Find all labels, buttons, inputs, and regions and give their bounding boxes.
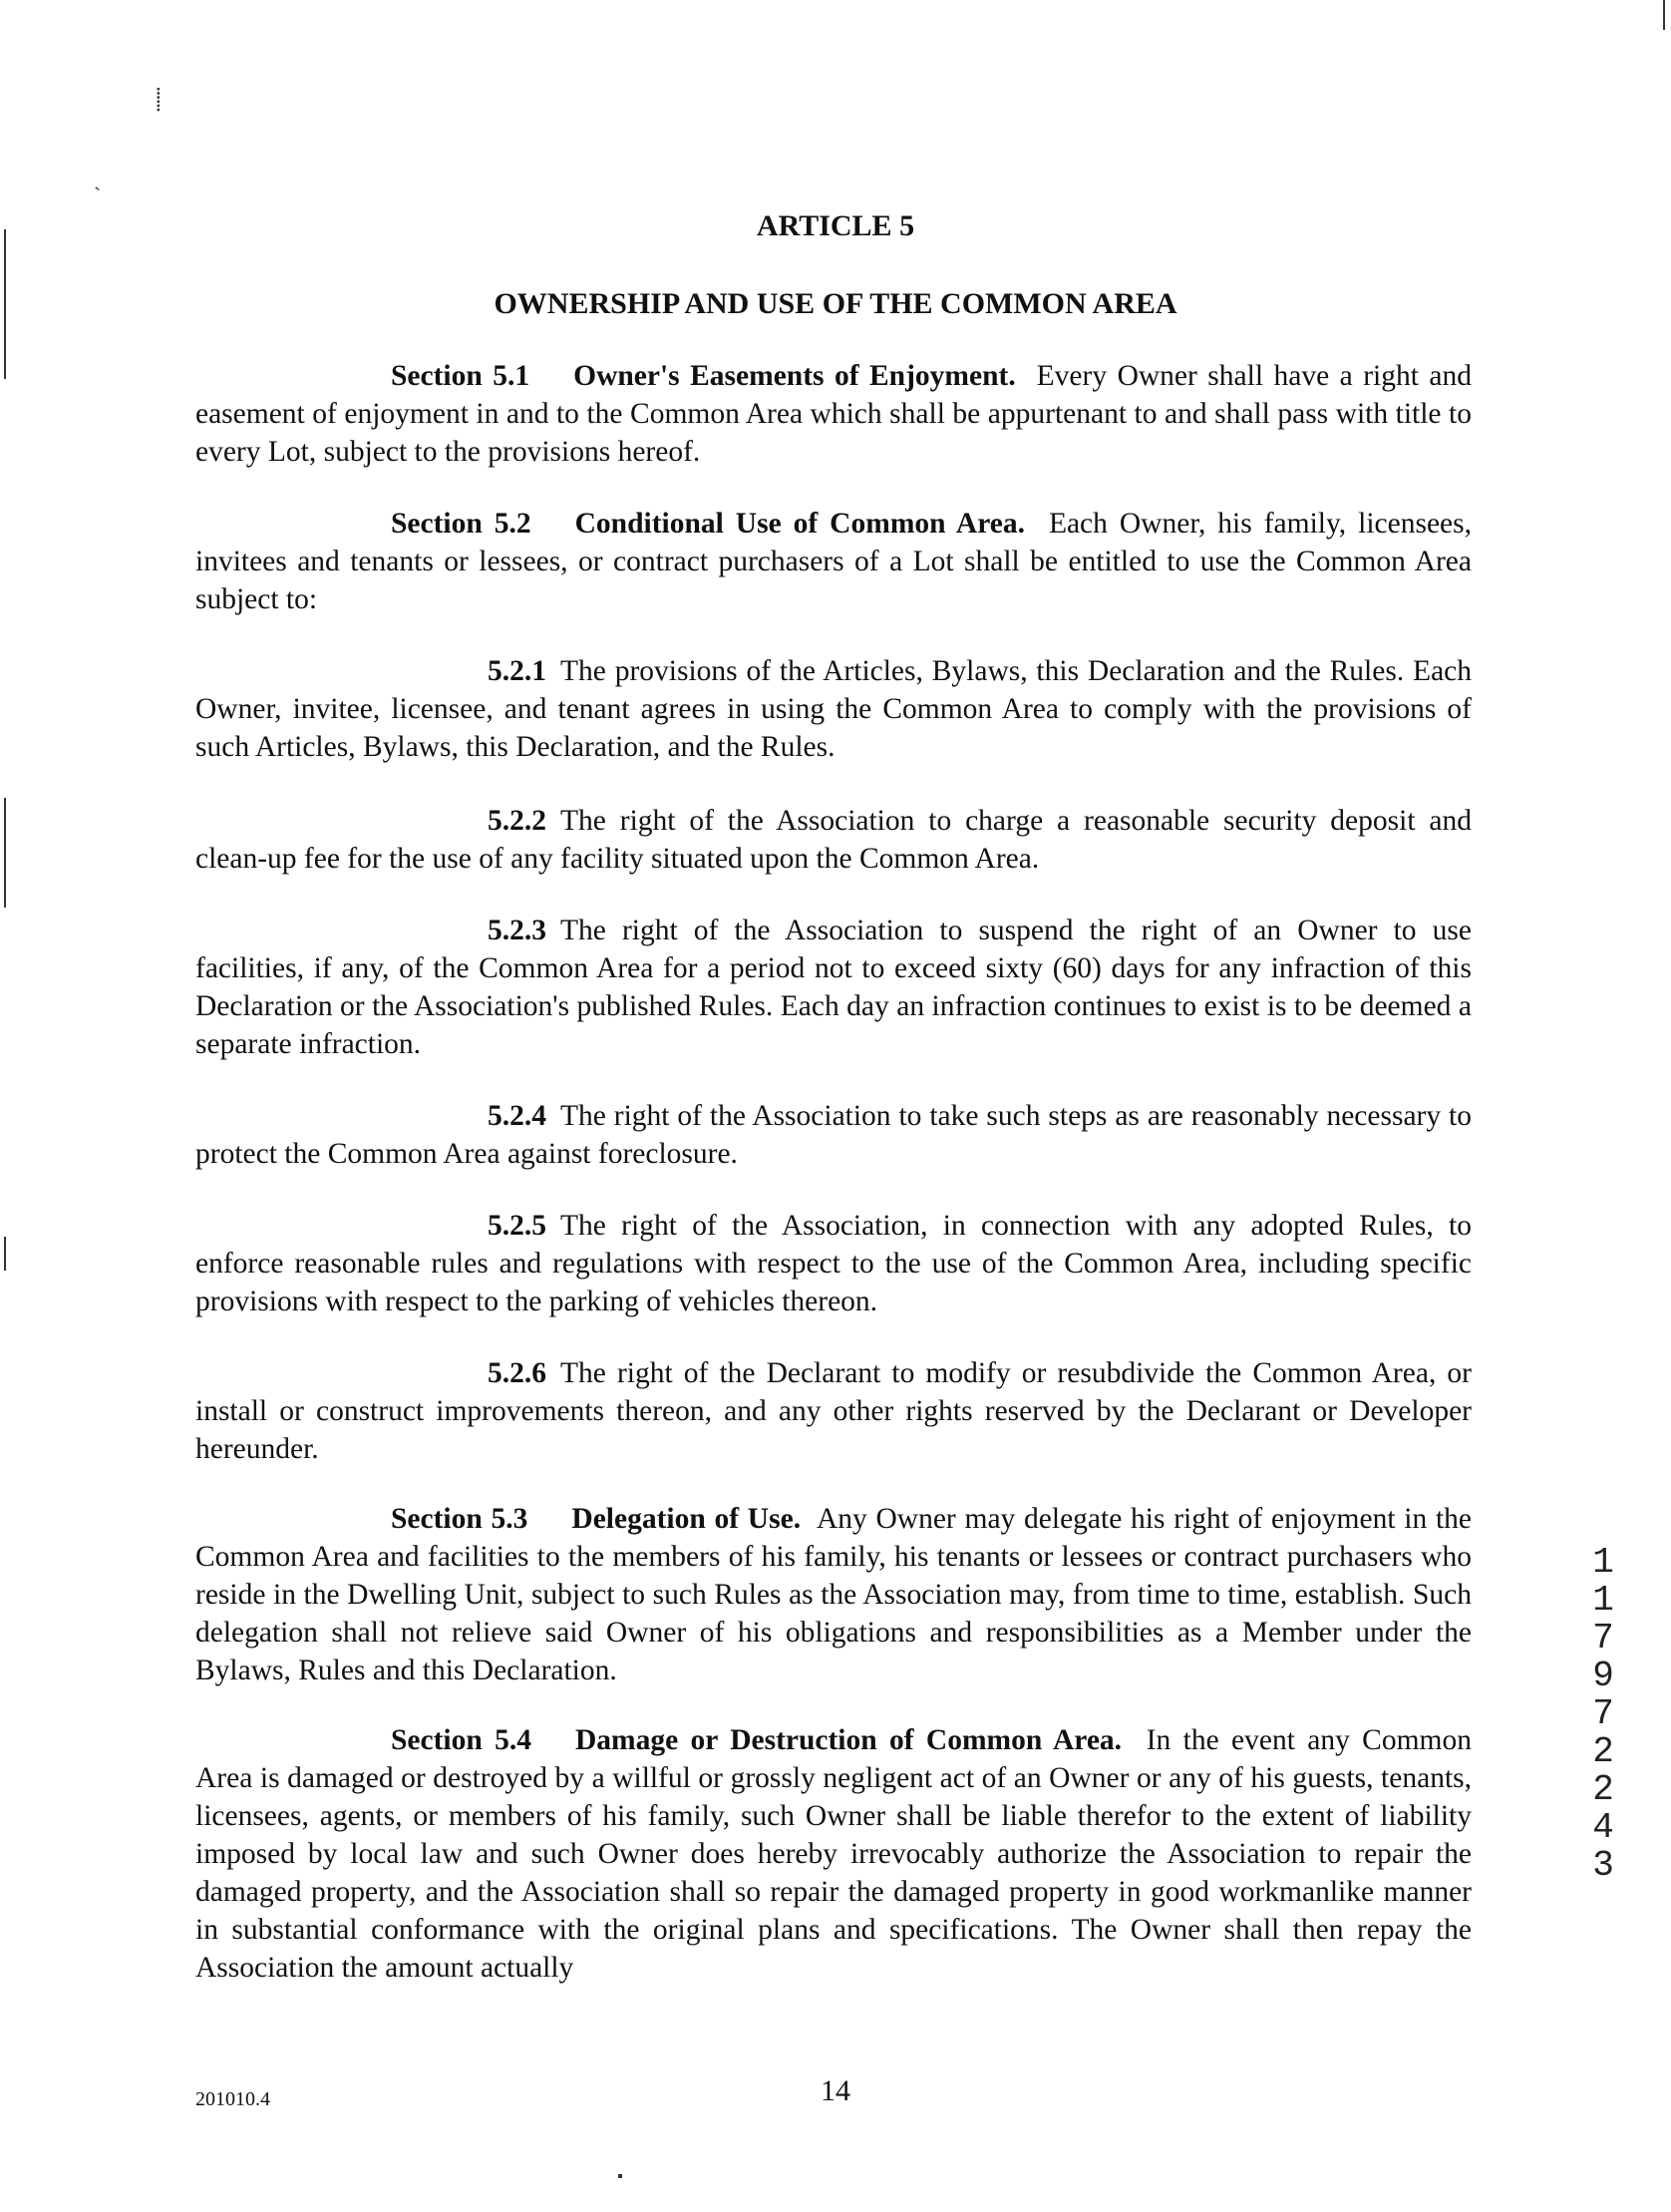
subsection-number: 5.2.1 [488,655,546,687]
section-5-4 [195,1721,1472,1987]
subsection-number: 5.2.5 [488,1210,546,1242]
section-number: Section 5.2 [391,508,531,540]
subsection-number: 5.2.6 [488,1357,546,1389]
section-number: Section 5.3 [391,1503,528,1535]
document-code: 201010.4 [195,2088,270,2110]
section-text: In the event any Common Area is damaged or destroyed by a willful or grossly negligent act of an Owner or any of his guests, tenants, licensees, agents, or members of his family, such Owner shall be liable therefor to the extent of liability imposed by local law and such Owner does hereby irrevocably authorize the Association to repair the damaged property, and the Association shall so repair the damaged property in good workmanlike manner in substantial conformance with the original plans and specifications. The Owner shall then repay the Association the amount actually [195,1724,1472,1984]
scan-edge-mark [1663,0,1665,30]
subsection-number: 5.2.2 [488,805,546,837]
section-title: Conditional Use of Common Area. [574,508,1025,540]
subsection-text: The right of the Declarant to modify or resubdivide the Common Area, or install or construct improvements thereon, and any other rights reserved by the Declarant or Developer hereunder. [195,1357,1472,1465]
subsection-text: The right of the Association to take such steps as are reasonably necessary to protect the Common Area against foreclosure. [195,1100,1472,1170]
scan-dot [618,2174,622,2178]
article-title: OWNERSHIP AND USE OF THE COMMON AREA [494,287,1177,320]
scan-edge-mark [4,798,6,908]
section-title: Delegation of Use. [571,1503,802,1535]
section-text: Any Owner may delegate his right of enjoyment in the Common Area and facilities to the members of his family, his tenants or lessees or contract purchasers who reside in the Dwelling Unit, subject to such Rules as the Association may, from time to time, establish. Such delegation shall not relieve said Owner of his obligations and responsibilities as a Member under the Bylaws, Rules and this Declaration. [195,1503,1472,1686]
scan-edge-mark [4,1237,6,1271]
subsection-number: 5.2.4 [488,1100,546,1132]
page-number: 14 [821,2074,850,2107]
article-heading: ARTICLE 5 [756,209,915,242]
section-text: Each Owner, his family, licensees, invitees and tenants or lessees, or contract purchasers of a Lot shall be entitled to use the Common Area subject to: [195,508,1473,615]
subsection-text: The right of the Association to charge a reasonable security deposit and clean-up fee for the use of any facility situated upon the Common Area. [195,805,1472,875]
scan-speck: ⸽ [156,87,162,112]
section-number: Section 5.4 [391,1724,531,1756]
subsection-5-2-3 [195,912,1472,1063]
subsection-5-2-1 [195,652,1472,766]
section-text: Every Owner shall have a right and easement of enjoyment in and to the Common Area which shall be appurtenant to and shall pass with title to every Lot, subject to the provisions hereof. [195,360,1473,468]
subsection-text: The right of the Association, in connection with any adopted Rules, to enforce reasonable rules and regulations with respect to the use of the Common Area, including specific provisions with respect to the parking of vehicles thereon. [195,1210,1472,1317]
subsection-5-2-6 [195,1354,1472,1468]
section-5-2 [195,505,1472,618]
section-title: Damage or Destruction of Common Area. [574,1724,1123,1756]
subsection-5-2-2 [195,802,1472,878]
subsection-5-2-4 [195,1097,1472,1173]
recording-stamp-number: 11797 2243 [1592,1542,1614,1886]
subsection-text: The right of the Association to suspend the right of an Owner to use facilities, if any, of the Common Area for a period not to exceed sixty (60) days for any infraction of this Declaration or the Association's published Rules. Each day an infraction continues to exist is to be deemed a separate infraction. [195,915,1472,1060]
section-5-3 [195,1500,1472,1689]
section-title: Owner's Easements of Enjoyment. [573,360,1016,392]
subsection-number: 5.2.3 [488,915,546,946]
subsection-text: The provisions of the Articles, Bylaws, this Declaration and the Rules. Each Owner, invitee, licensee, and tenant agrees in using the Common Area to comply with the provisions of such Articles, Bylaws, this Declaration, and the Rules. [195,655,1472,763]
section-5-1 [195,357,1472,471]
section-number: Section 5.1 [391,360,530,392]
subsection-5-2-5 [195,1207,1472,1320]
scan-speck: ˎ [94,166,102,190]
